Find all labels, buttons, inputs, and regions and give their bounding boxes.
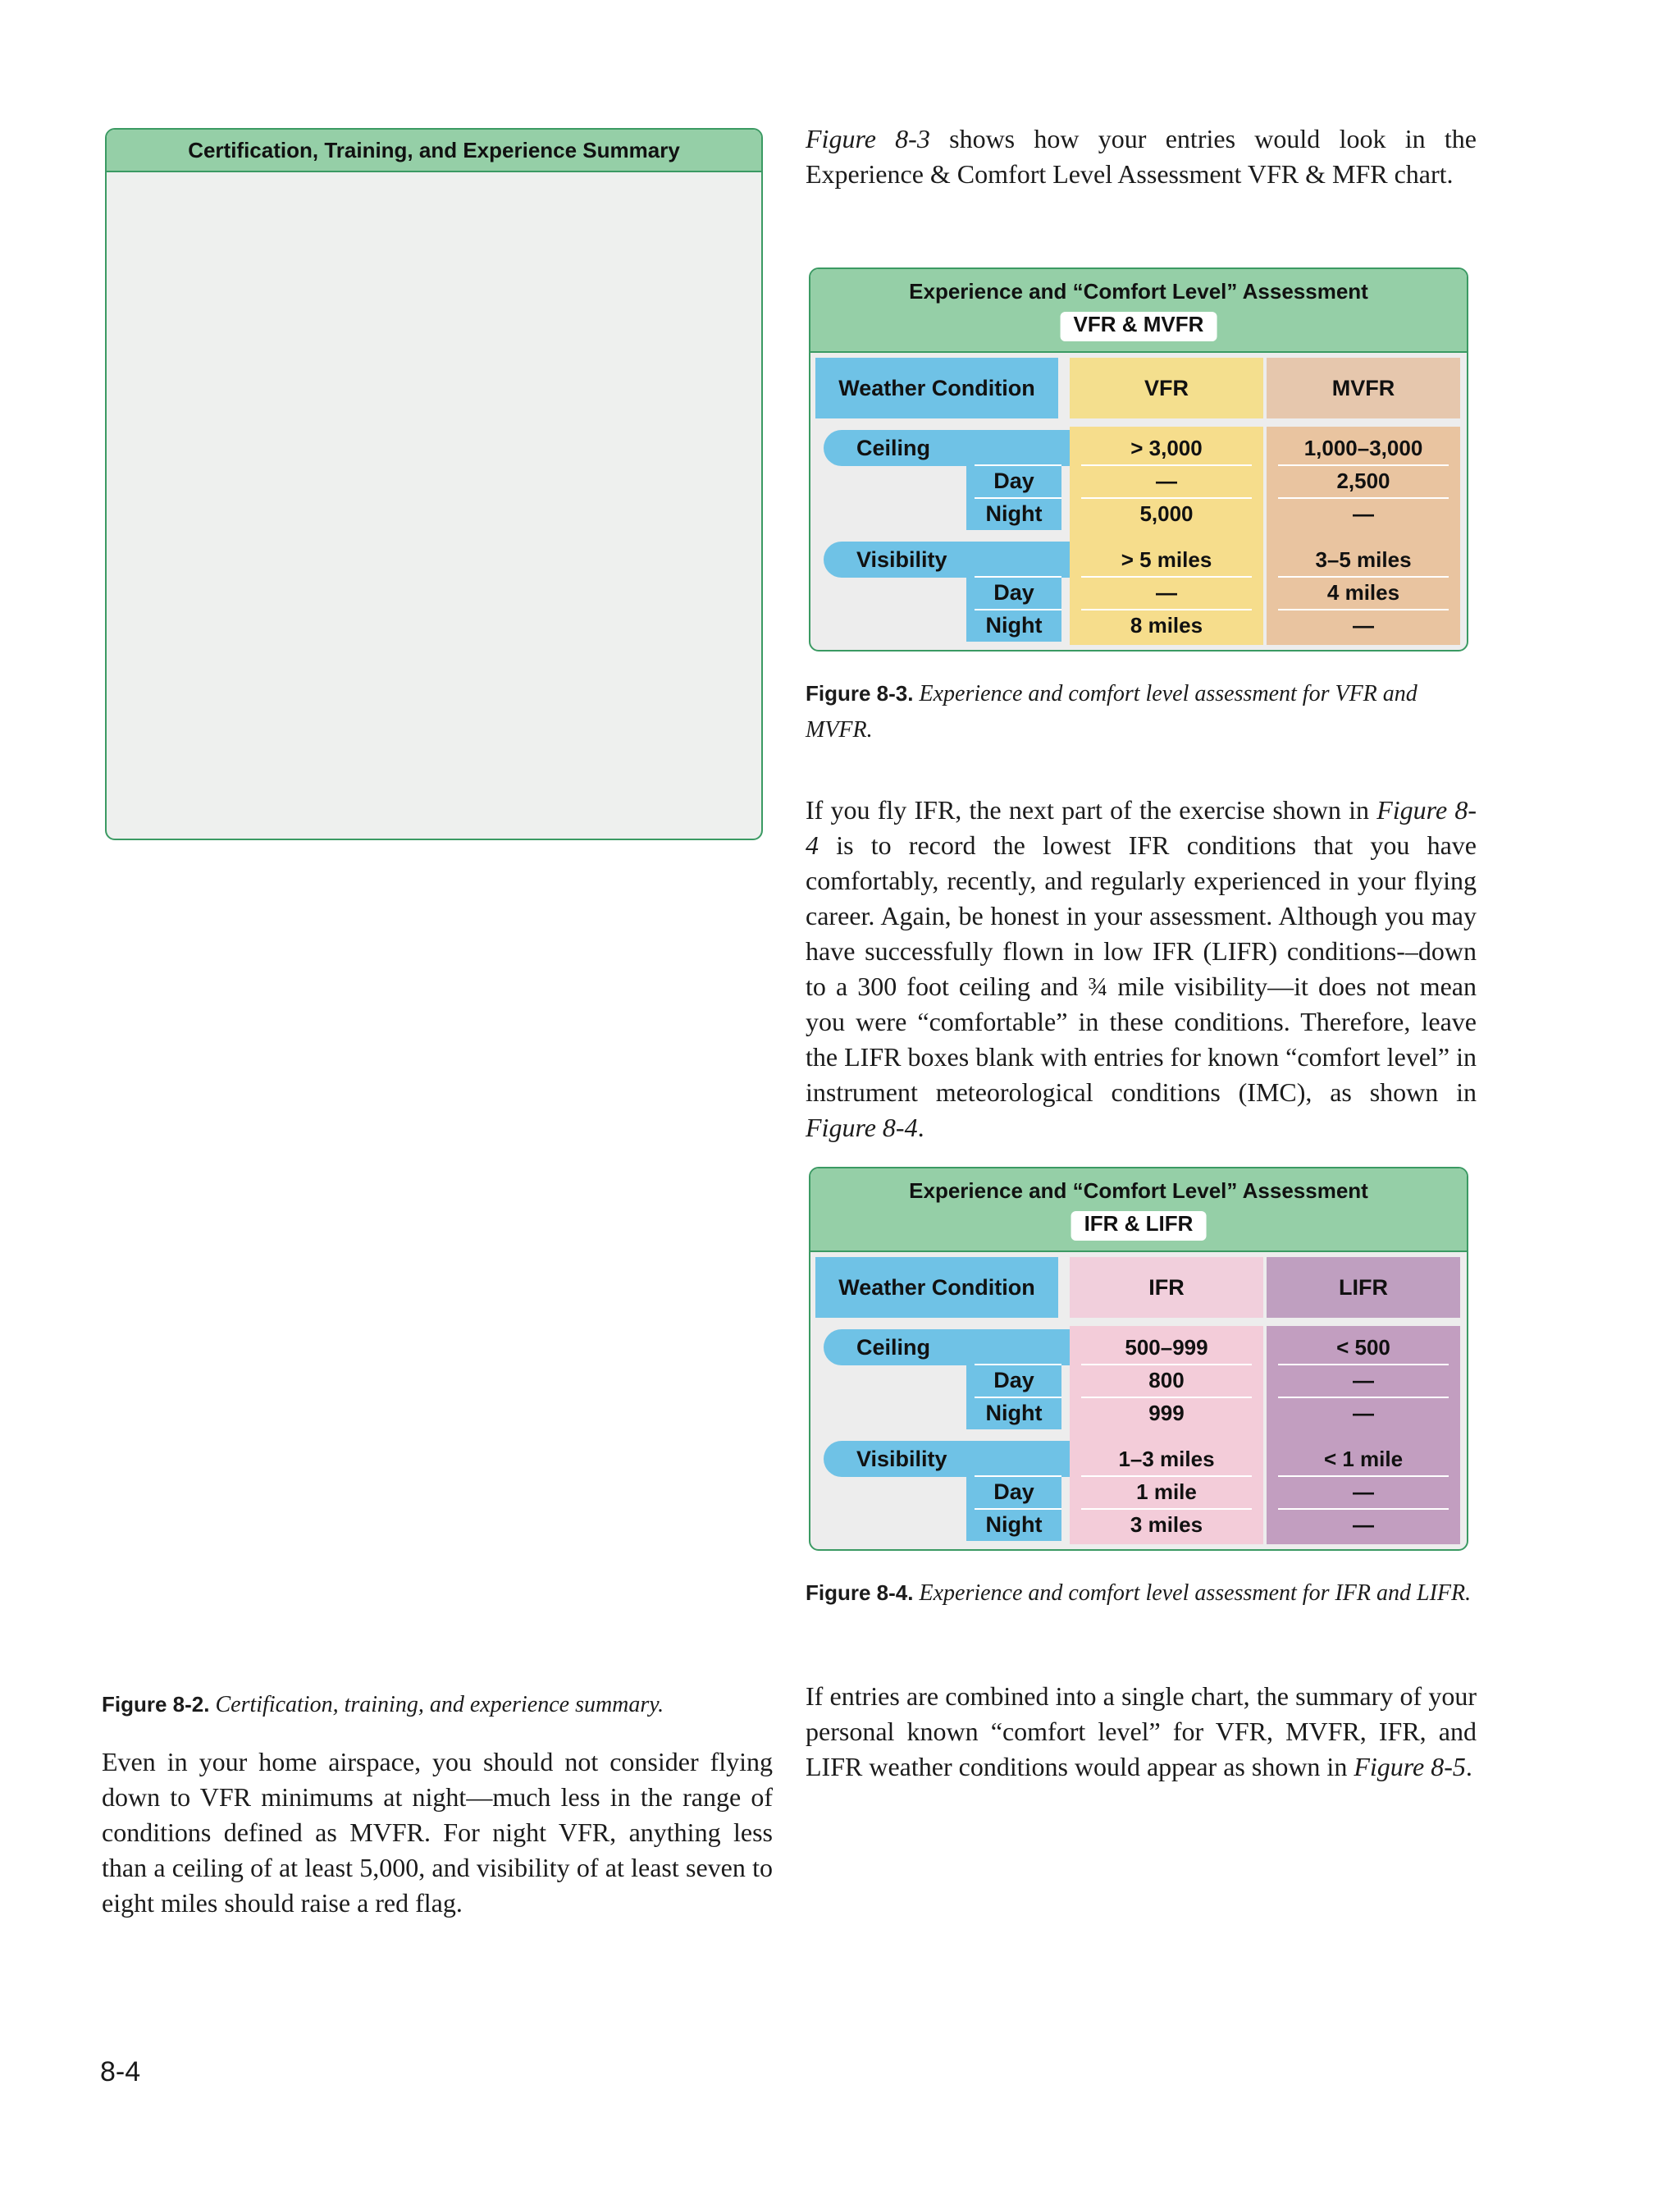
weather-condition-header: Weather Condition [815,358,1058,418]
figure-8-4-caption [806,1575,1477,1612]
cell-value: < 1 mile [1323,1447,1404,1471]
figure-reference: Figure 8-4 [806,1113,918,1142]
combined-text-1: If entries are combined into a single chart, the summary of your personal known “comfort level” for VFR, MVFR, IFR, and LIFR weather conditions would appear as shown in [806,1681,1477,1781]
separator-line [975,1508,1061,1510]
combined-paragraph [806,1679,1477,1785]
separator-line [975,576,1061,578]
cell-value: 1–3 miles [1118,1447,1215,1471]
separator-line [1081,609,1252,610]
figure-label: Figure 8-4. [806,1580,914,1605]
summary-table-title: Certification, Training, and Experience Summary [107,130,761,172]
figure-reference: Figure 8-4 [806,795,1477,860]
figure-reference: Figure 8-3 [806,124,930,153]
separator-line [1081,576,1252,578]
figure-caption-text: Experience and comfort level assessment for IFR and LIFR. [919,1580,1472,1606]
separator-line [975,1475,1061,1477]
ifr-lifr-assessment-chart [809,1167,1468,1551]
separator-line [975,497,1061,499]
column-header: LIFR [1267,1257,1460,1318]
left-paragraph: Even in your home airspace, you should not consider flying down to VFR minimums at night—much less in the range of conditions defined as MVFR. For night VFR, anything less than a ceiling of at least 5,000, and visibility of at least seven to eight miles should raise a red flag. [102,1747,773,1918]
chart-subtitle: IFR & LIFR [1071,1211,1207,1241]
intro-paragraph [806,121,1477,192]
ifr-text-1: If you fly IFR, the next part of the exercise shown in [806,795,1377,825]
separator-line [1081,1508,1252,1510]
row-label-night: Night [985,1401,1043,1425]
cell-value: — [1353,1479,1374,1504]
column-header: VFR [1070,358,1263,418]
separator-line [1278,1508,1449,1510]
separator-line [975,609,1061,610]
cell-value: — [1353,1512,1374,1537]
cell-value: < 500 [1336,1335,1390,1360]
row-label-visibility: Visibility [824,542,1070,578]
figure-8-2-caption [102,1687,664,1723]
separator-line [1278,1475,1449,1477]
chart-header [810,269,1467,353]
cell-value: — [1353,613,1374,638]
separator-line [975,1397,1061,1398]
ifr-text-2: is to record the lowest IFR conditions that you have comfortably, recently, and regularly experienced in your flying career. Again, be honest in your assessment. Although you may have successfully flown in low IFR (LIFR) conditions-–down to a 300 foot ceiling and ¾ mile visibility—it does not mean you were “comfortable” in these conditions. Therefore, leave the LIFR boxes blank with entries for known “comfort level” in instrument meteorological conditions (IMC), as shown in [806,830,1477,1107]
separator-line [1081,464,1252,466]
cell-value: 500–999 [1125,1335,1208,1360]
separator-line [1278,1397,1449,1398]
cell-value: — [1156,580,1177,605]
figure-label: Figure 8-3. [806,681,914,706]
row-label-night: Night [985,613,1043,638]
cell-value: 999 [1148,1401,1185,1425]
ifr-text-3: . [917,1113,924,1142]
ifr-paragraph [806,793,1477,1145]
combined-text-2: . [1465,1752,1472,1781]
figure-caption-text: Experience and comfort level assessment for VFR and MVFR. [806,681,1418,743]
figure-label: Figure 8-2. [102,1692,210,1717]
separator-line [1278,1364,1449,1365]
column-header: IFR [1070,1257,1263,1318]
cell-value: > 3,000 [1130,436,1203,460]
cell-value: > 5 miles [1121,547,1212,572]
separator-line [1278,609,1449,610]
cell-value: — [1353,1401,1374,1425]
row-label-day: Day [993,580,1034,605]
vfr-mvfr-assessment-chart [809,267,1468,652]
cell-value: 800 [1148,1368,1185,1392]
separator-line [1081,1475,1252,1477]
chart-title: Experience and “Comfort Level” Assessment [909,1178,1368,1203]
cell-value: 3 miles [1130,1512,1203,1537]
separator-line [1278,497,1449,499]
cell-value: 1,000–3,000 [1303,436,1423,460]
separator-line [1278,576,1449,578]
cell-value: — [1156,469,1177,493]
intro-text: shows how your entries would look in the Experience & Comfort Level Assessment VFR & MFR chart. [806,124,1477,189]
cell-value: — [1353,501,1374,526]
row-label-ceiling: Ceiling [824,1329,1070,1365]
separator-line [1081,1397,1252,1398]
separator-line [1081,497,1252,499]
row-label-day: Day [993,469,1034,493]
cell-value: 5,000 [1139,501,1194,526]
cell-value: 1 mile [1136,1479,1197,1504]
cell-value: 8 miles [1130,613,1203,638]
cell-value: 3–5 miles [1315,547,1412,572]
cell-value: — [1353,1368,1374,1392]
chart-subtitle: VFR & MVFR [1061,312,1217,341]
figure-caption-text: Certification, training, and experience summary. [215,1692,664,1717]
row-label-night: Night [985,1512,1043,1537]
cell-value: 4 miles [1326,580,1400,605]
separator-line [975,1364,1061,1365]
figure-reference: Figure 8-5 [1354,1752,1466,1781]
chart-title: Experience and “Comfort Level” Assessment [909,279,1368,304]
separator-line [1081,1364,1252,1365]
row-label-ceiling: Ceiling [824,430,1070,466]
row-label-day: Day [993,1479,1034,1504]
separator-line [975,464,1061,466]
row-label-day: Day [993,1368,1034,1392]
page-number: 8-4 [100,2056,141,2087]
row-label-visibility: Visibility [824,1441,1070,1477]
column-header: MVFR [1267,358,1460,418]
figure-8-3-caption [806,676,1477,748]
weather-condition-header: Weather Condition [815,1257,1058,1318]
row-label-night: Night [985,501,1043,526]
cell-value: 2,500 [1336,469,1390,493]
separator-line [1278,464,1449,466]
chart-header [810,1168,1467,1252]
summary-table [105,128,763,840]
